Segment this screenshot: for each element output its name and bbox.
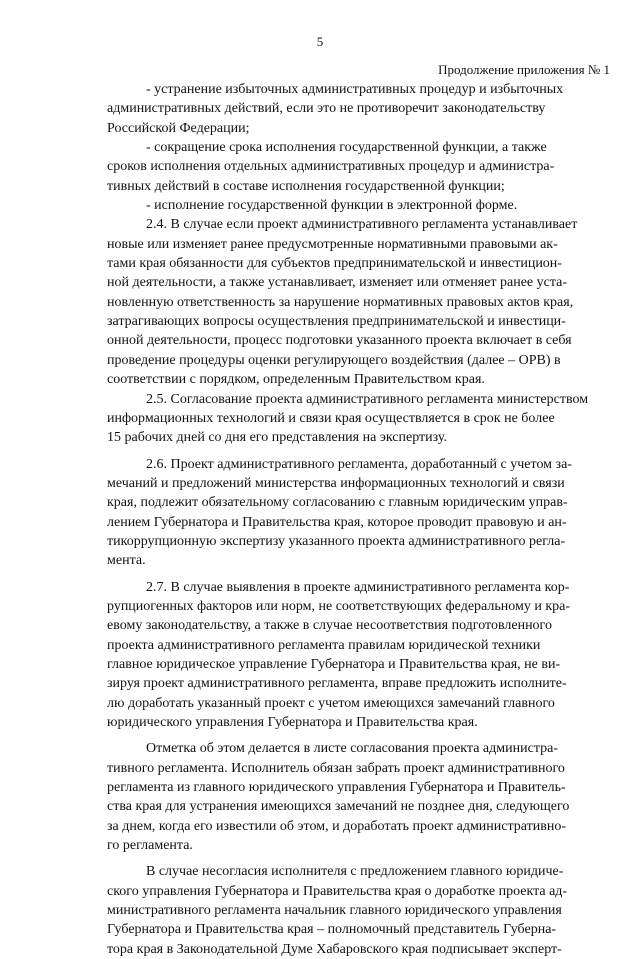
text-line: министративного регламента начальник главного юридического управления [107,903,562,919]
text-line: ной деятельности, а также устанавливает, изменяет или отменяет ранее уста- [107,275,568,291]
text-line: Губернатора и Правительства края – полномочный представитель Губерна- [107,922,557,938]
text-line: проекта административного регламента правилам юридической техники [107,637,541,653]
text-line: - исполнение государственной функции в электронной форме. [146,198,518,214]
text-line: рупциогенных факторов или норм, не соответствующих федеральному и кра- [107,598,570,614]
text-line: 15 рабочих дней со дня его представления на экспертизу. [107,430,447,446]
text-line: онной деятельности, процесс подготовки указанного проекта включает в себя [107,333,572,349]
text-line: затрагивающих вопросы осуществления предпринимательской и инвестици- [107,314,566,330]
text-line: евому законодательству, а также в случае несоответствия подготовленного [107,618,552,634]
text-line: зируя проект административного регламента, вправе предложить исполните- [107,676,567,692]
paragraph-2-4-line: 2.4. В случае если проект административного регламента устанавливает [146,217,578,233]
text-line: лением Губернатора и Правительства края, которое проводит правовую и ан- [107,514,567,530]
text-line: новленную ответственность за нарушение нормативных правовых актов края, [107,294,574,310]
text-line: тивного регламента. Исполнитель обязан забрать проект административного [107,760,565,776]
text-line: тивных действий в составе исполнения государственной функции; [107,178,505,194]
text-line: за днем, когда его известили об этом, и доработать проект административно- [107,818,567,834]
text-line: юридического управления Губернатора и Правительства края. [107,715,478,730]
text-line: главное юридическое управление Губернатора и Правительства края, не ви- [107,656,561,672]
paragraph-2-7-line: 2.7. В случае выявления в проекте административного регламента кор- [146,579,570,595]
text-line: тикоррупционную экспертизу указанного проекта административного регла- [107,533,566,549]
text-line: ского управления Губернатора и Правительства края о доработке проекта ад- [107,883,568,899]
paragraph-2-5-line: 2.5. Согласование проекта административного регламента министерством [146,391,589,407]
text-line: го регламента. [107,838,193,854]
text-line: регламента из главного юридического управления Губернатора и Правитель- [107,780,566,796]
text-line: тами края обязанности для субъектов предпринимательской и инвестицион- [107,256,562,272]
appendix-continuation-label: Продолжение приложения № 1 [438,62,610,77]
text-line: - устранение избыточных административных процедур и избыточных [146,82,564,97]
text-line: мечаний и предложений министерства информационных технологий и связи [107,475,565,491]
text-line: проведение процедуры оценки регулирующего воздействия (далее – ОРВ) в [107,352,561,368]
text-line: сроков исполнения отдельных административных процедур и администра- [107,159,555,175]
text-line: - сокращение срока исполнения государственной функции, а также [146,140,547,156]
text-line: края, подлежит обязательному согласованию с главным юридическим управ- [107,495,568,511]
text-line: ства края для устранения имеющихся замечаний не позднее дня, следующего [107,799,570,815]
document-body [107,80,610,959]
text-line: соответствии с порядком, определенным Правительством края. [107,372,485,388]
paragraph-disagreement-line: В случае несогласия исполнителя с предложением главного юридиче- [146,864,564,880]
text-line: лю доработать указанный проект с учетом имеющихся замечаний главного [107,695,555,711]
paragraph-approval-mark-line: Отметка об этом делается в листе согласования проекта администра- [146,741,558,757]
text-line: мента. [107,553,146,569]
text-line: Российской Федерации; [107,120,250,136]
text-line: новые или изменяет ранее предусмотренные нормативными правовыми ак- [107,236,558,252]
text-line: информационных технологий и связи края осуществляется в срок не более [107,410,555,426]
text-line: тора края в Законодательной Думе Хабаровского края подписывает эксперт- [107,941,562,957]
paragraph-2-6-line: 2.6. Проект административного регламента, доработанный с учетом за- [146,456,572,472]
page-number: 5 [316,34,324,49]
text-line: административных действий, если это не противоречит законодательству [107,101,546,117]
